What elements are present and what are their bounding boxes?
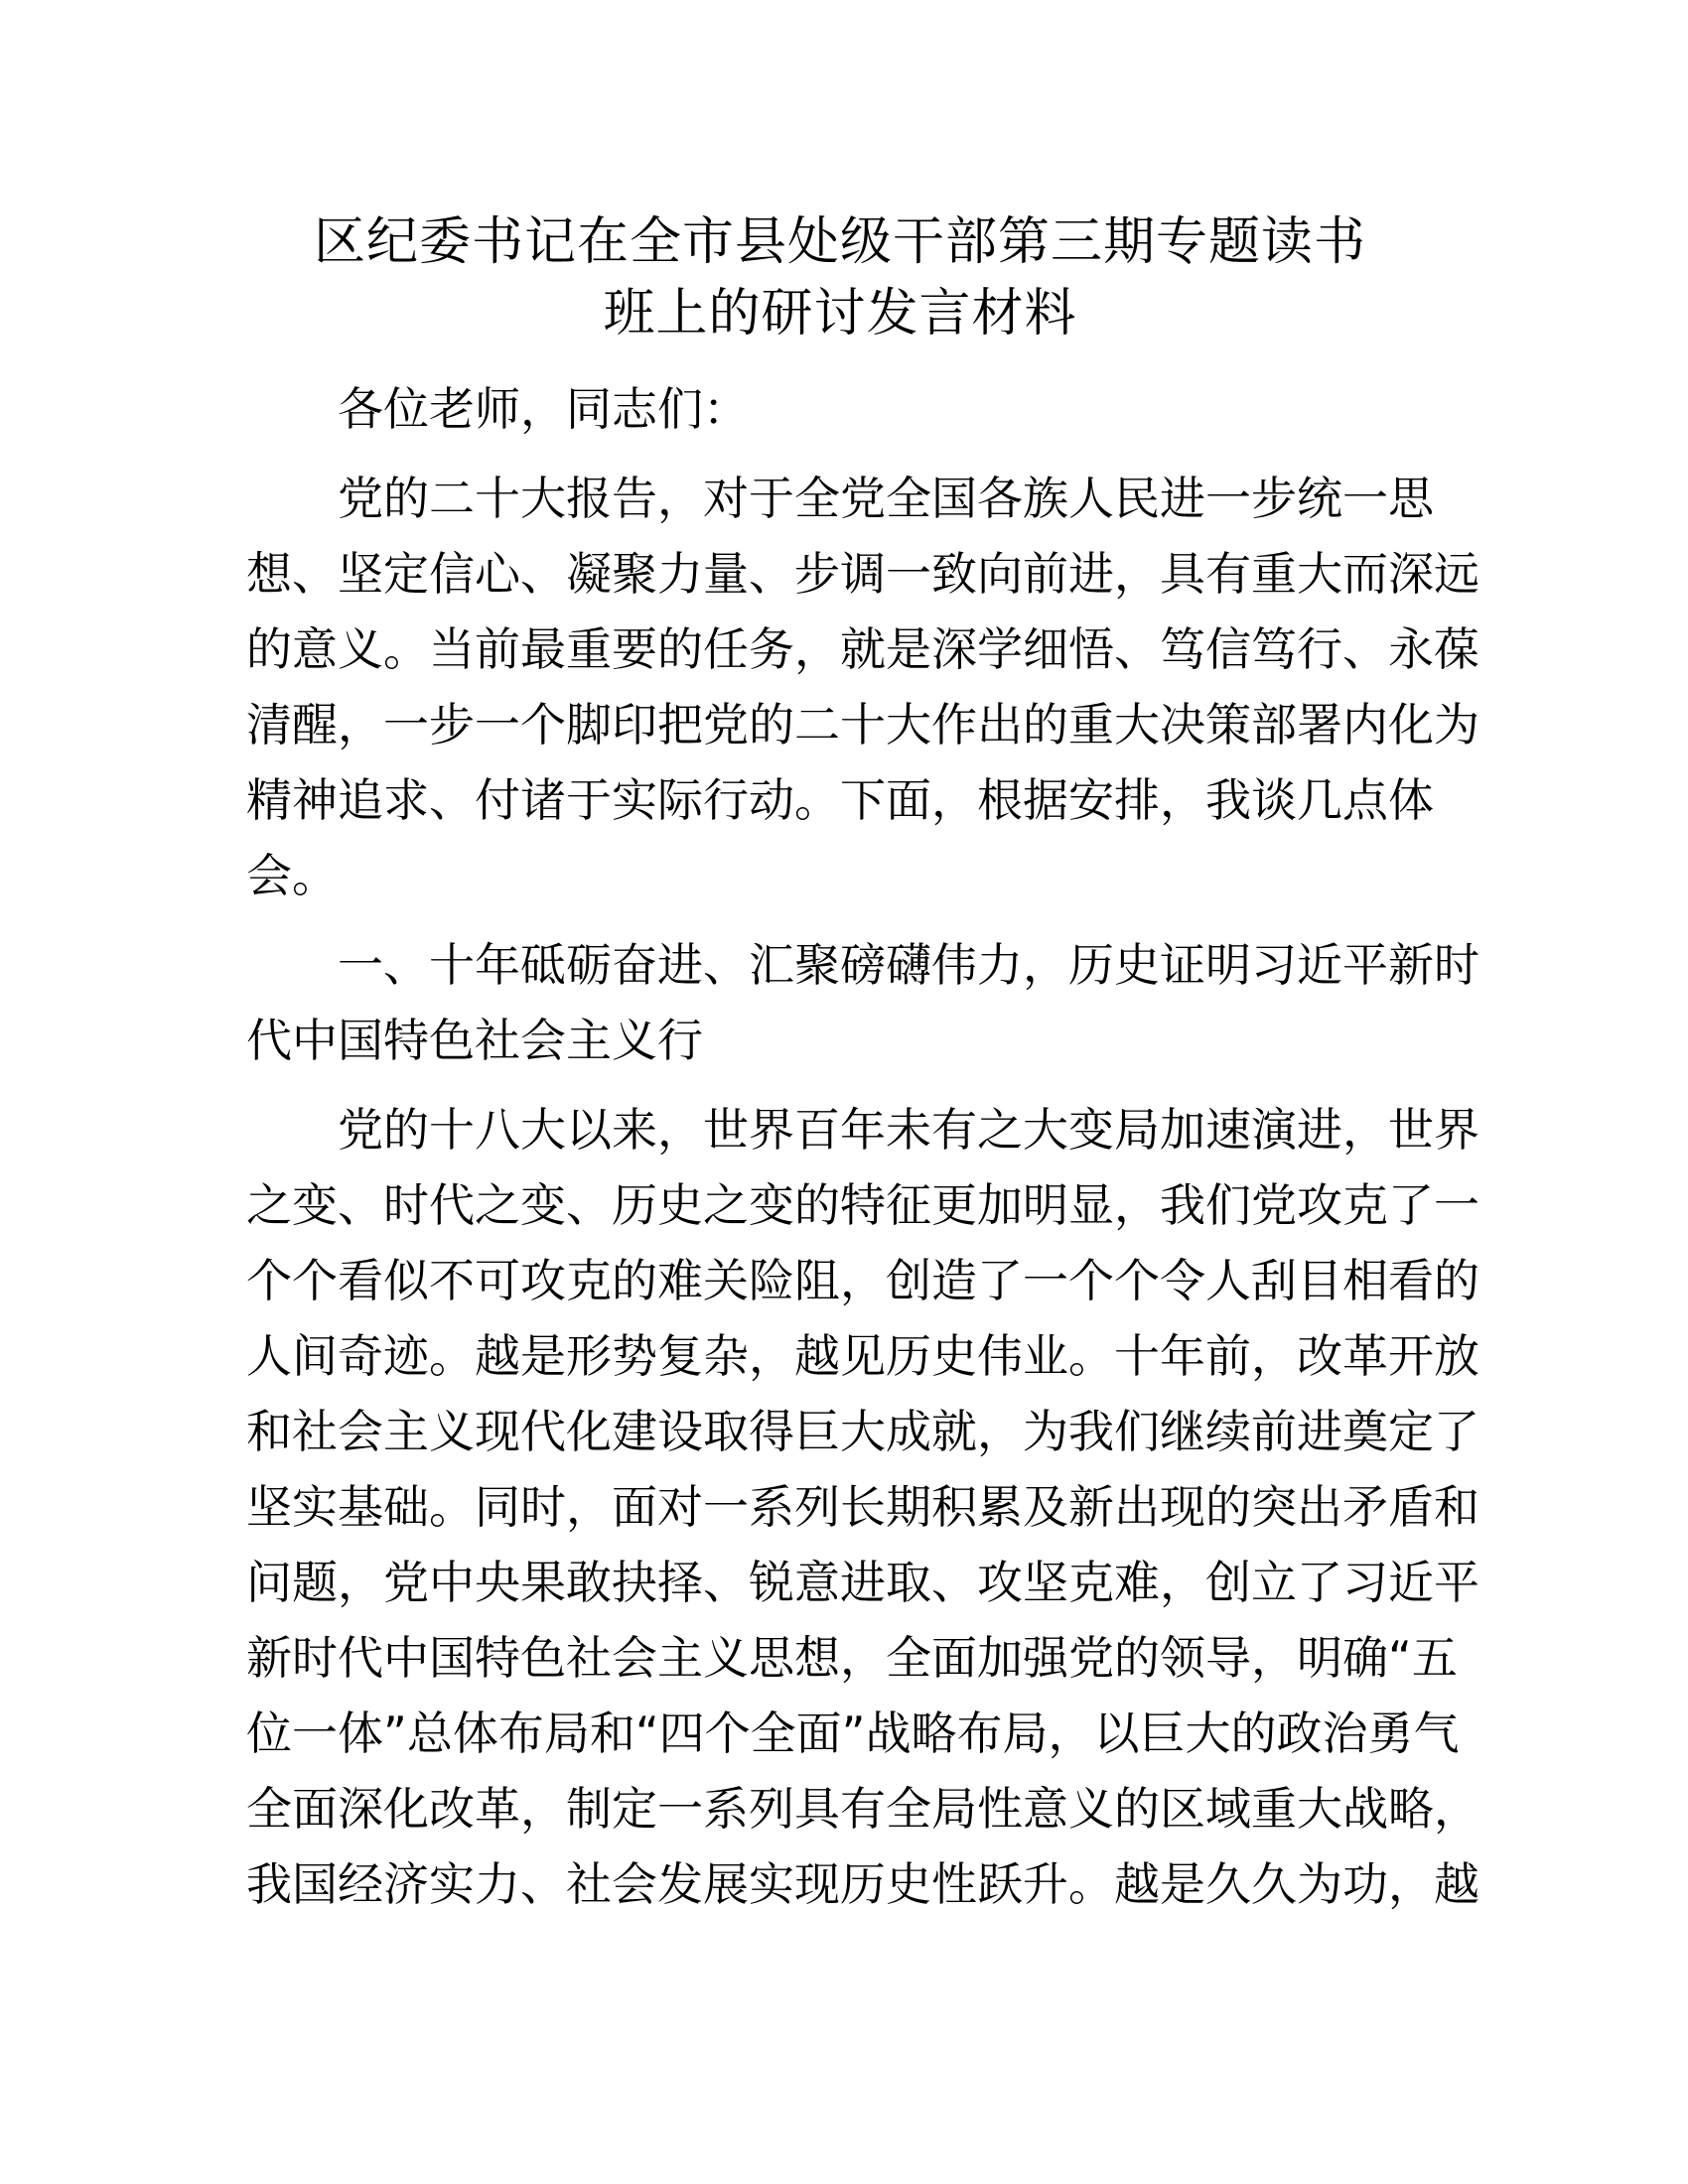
heading-line: 一、十年砥砺奋进、汇聚磅礴伟力，历史证明习近平新时	[338, 938, 1479, 992]
document-body	[246, 206, 1479, 1922]
paragraph-line: 问题，党中央果敢抉择、锐意进取、攻坚克难，创立了习近平	[246, 1556, 1479, 1609]
heading-line: 代中国特色社会主义行	[246, 1014, 703, 1067]
paragraph-line: 的意义。当前最重要的任务，就是深学细悟、笃信笃行、永葆	[246, 622, 1479, 676]
paragraph-line: 和社会主义现代化建设取得巨大成就，为我们继续前进奠定了	[246, 1405, 1479, 1458]
paragraph-line: 个个看似不可攻克的难关险阻，创造了一个个令人刮目相看的	[246, 1254, 1479, 1307]
section-heading-1	[246, 927, 1479, 1078]
paragraph-line: 党的二十大报告，对于全党全国各族人民进一步统一思	[338, 472, 1434, 525]
paragraph-line: 党的十八大以来，世界百年未有之大变局加速演进，世界	[338, 1103, 1479, 1157]
paragraph-line: 精神追求、付诸于实际行动。下面，根据安排，我谈几点体	[246, 773, 1434, 827]
paragraph-line: 之变、时代之变、历史之变的特征更加明显，我们党攻克了一	[246, 1178, 1479, 1232]
title-line: 班上的研讨发言材料	[603, 284, 1077, 343]
title-line: 区纪委书记在全市县处级干部第三期专题读书	[313, 212, 1366, 272]
paragraph-line: 人间奇迹。越是形势复杂，越见历史伟业。十年前，改革开放	[246, 1329, 1479, 1383]
paragraph-line: 想、坚定信心、凝聚力量、步调一致向前进，具有重大而深远	[246, 547, 1479, 601]
paragraph-line: 全面深化改革，制定一系列具有全局性意义的区域重大战略，	[246, 1782, 1479, 1836]
paragraph-line: 新时代中国特色社会主义思想，全面加强党的领导，明确“五	[246, 1631, 1458, 1685]
paragraph-line: 位一体”总体布局和“四个全面”战略布局，以巨大的政治勇气	[246, 1706, 1460, 1760]
paragraph-intro	[246, 461, 1479, 913]
paragraph-line: 清醒，一步一个脚印把党的二十大作出的重大决策部署内化为	[246, 698, 1479, 751]
document-title	[246, 206, 1434, 349]
paragraph-line: 坚实基础。同时，面对一系列长期积累及新出现的突出矛盾和	[246, 1480, 1479, 1534]
paragraph-line: 我国经济实力、社会发展实现历史性跃升。越是久久为功，越	[246, 1857, 1479, 1911]
greeting-text: 各位老师，同志们：	[338, 382, 749, 436]
paragraph-line: 会。	[246, 849, 338, 902]
paragraph-section-1	[246, 1092, 1479, 1922]
greeting-paragraph	[246, 371, 1434, 447]
